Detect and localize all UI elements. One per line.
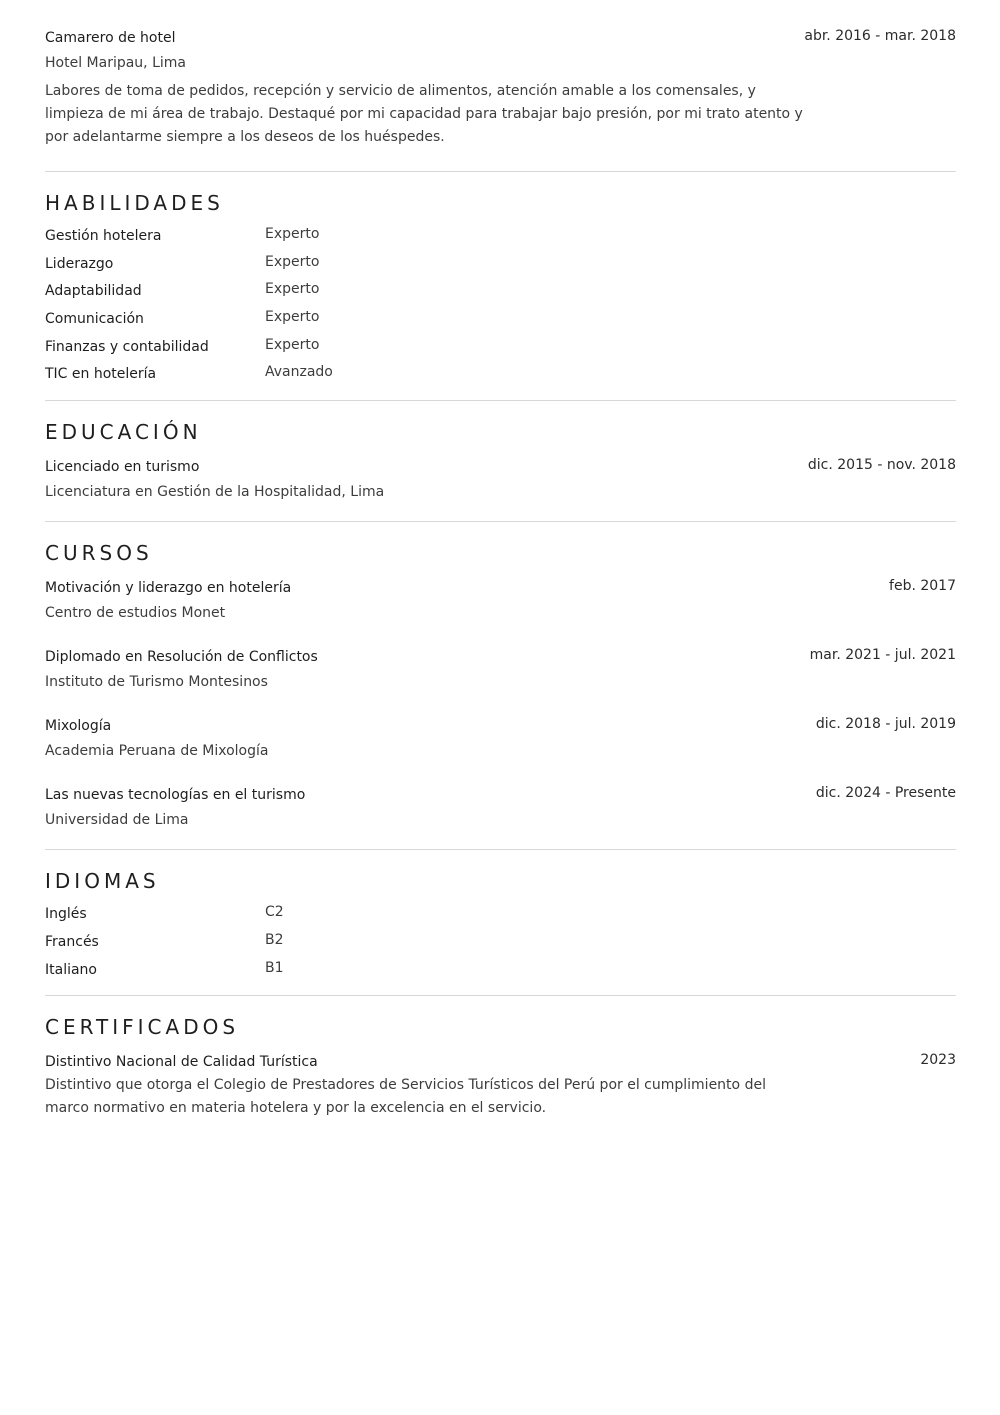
entry-title: Las nuevas tecnologías en el turismo (45, 787, 306, 804)
experience-entry (45, 24, 956, 149)
language-name: Francés (45, 933, 99, 950)
entry-subtitle: Licenciatura en Gestión de la Hospitalidad, Lima (45, 484, 385, 501)
skill-name: Finanzas y contabilidad (45, 338, 209, 355)
skill-row (45, 224, 956, 252)
language-level: C2 (265, 904, 284, 921)
skill-name: Comunicación (45, 311, 144, 328)
section-divider (45, 849, 956, 850)
skill-level: Experto (265, 336, 320, 353)
entry-date: dic. 2018 - jul. 2019 (815, 716, 956, 733)
language-level: B2 (265, 931, 284, 948)
skills-list (45, 224, 956, 390)
language-name: Inglés (45, 906, 87, 923)
skill-name: Liderazgo (45, 255, 114, 272)
language-name: Italiano (45, 961, 97, 978)
skill-name: Adaptabilidad (45, 283, 142, 300)
languages-list (45, 902, 956, 985)
section-title-skills: HABILIDADES (45, 191, 224, 215)
skill-level: Experto (265, 226, 320, 242)
section-title-certificates: CERTIFICADOS (45, 1015, 240, 1040)
skill-row (45, 307, 956, 335)
section-divider (45, 400, 956, 401)
entry-date: abr. 2016 - mar. 2018 (804, 28, 956, 44)
entry-subtitle: Universidad de Lima (45, 812, 189, 829)
entry-subtitle: Hotel Maripau, Lima (45, 55, 186, 71)
entry-date: feb. 2017 (889, 578, 956, 595)
course-entry (45, 574, 956, 624)
skill-name: TIC en hotelería (45, 366, 157, 383)
entry-title: Motivación y liderazgo en hotelería (45, 580, 292, 597)
certificate-entry (45, 1048, 956, 1120)
entry-subtitle: Instituto de Turismo Montesinos (45, 674, 268, 691)
resume-page (45, 24, 956, 1120)
skill-row (45, 362, 956, 390)
skill-row (45, 252, 956, 280)
section-title-courses: CURSOS (45, 541, 153, 566)
skill-row (45, 335, 956, 363)
skill-level: Experto (265, 253, 320, 270)
course-entry (45, 781, 956, 831)
entry-title: Diplomado en Resolución de Conflictos (45, 649, 318, 666)
entry-title: Camarero de hotel (45, 30, 176, 46)
section-divider (45, 171, 956, 172)
skill-name: Gestión hotelera (45, 228, 162, 244)
education-entry (45, 453, 956, 503)
skill-level: Experto (265, 309, 320, 326)
entry-title: Mixología (45, 718, 112, 735)
entry-date: 2023 (920, 1052, 956, 1069)
skill-level: Avanzado (265, 364, 333, 381)
entry-title: Licenciado en turismo (45, 459, 200, 476)
course-entry (45, 712, 956, 762)
section-divider (45, 521, 956, 522)
language-row (45, 958, 956, 986)
entry-subtitle: Centro de estudios Monet (45, 605, 226, 622)
course-entry (45, 643, 956, 693)
entry-subtitle: Academia Peruana de Mixología (45, 743, 269, 760)
skill-row (45, 279, 956, 307)
section-divider (45, 995, 956, 996)
section-title-languages: IDIOMAS (45, 869, 160, 894)
language-row (45, 930, 956, 958)
skill-level: Experto (265, 281, 320, 298)
entry-date: mar. 2021 - jul. 2021 (809, 647, 956, 664)
language-row (45, 902, 956, 930)
entry-date: dic. 2015 - nov. 2018 (807, 457, 956, 474)
entry-date: dic. 2024 - Presente (815, 785, 956, 802)
entry-description: Distintivo que otorga el Colegio de Prestadores de Servicios Turísticos del Perú por el cumplimiento del marco normativo en materia hotelera y por la excelencia en el servicio. (45, 1077, 766, 1117)
entry-title: Distintivo Nacional de Calidad Turística (45, 1054, 318, 1071)
entry-description: Labores de toma de pedidos, recepción y servicio de alimentos, atención amable a los comensales, y limpieza de mi área de trabajo. Destaqué por mi capacidad para trabajar bajo presión, por mi trato atento y por adelantarme siempre a los deseos de los huéspedes. (45, 83, 803, 145)
language-level: B1 (265, 959, 284, 976)
section-title-education: EDUCACIÓN (45, 420, 202, 445)
